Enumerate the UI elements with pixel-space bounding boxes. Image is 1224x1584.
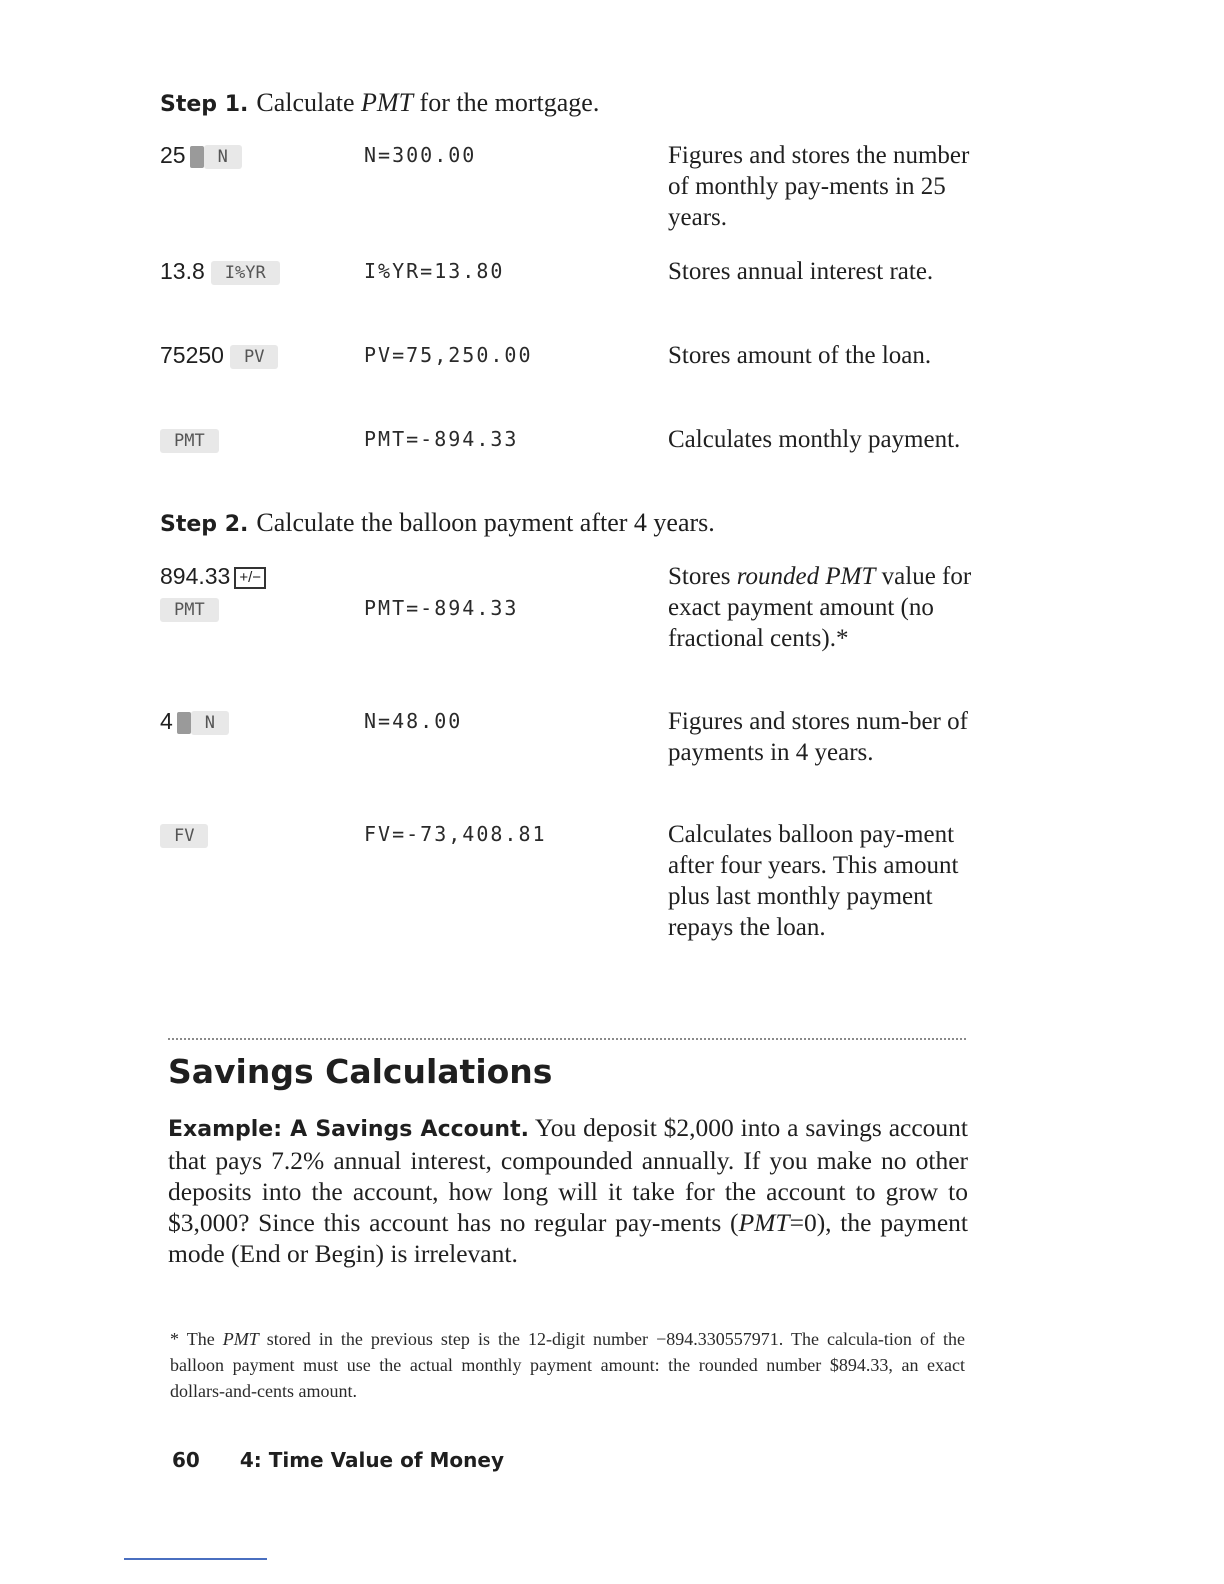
- change-sign-key: +/−: [234, 567, 266, 589]
- page-number: 60: [172, 1448, 200, 1472]
- keystroke-input: 25 N: [160, 140, 242, 170]
- step-1-heading: Step 1. Calculate PMT for the mortgage.: [160, 88, 600, 117]
- step-description: Calculates balloon pay-ment after four years. This amount plus last monthly payment repays the loan.: [668, 821, 959, 941]
- step-description: Stores annual interest rate.: [668, 258, 934, 285]
- section-divider: [168, 1038, 966, 1040]
- bottom-rule: [124, 1558, 267, 1560]
- shift-key-icon: [177, 712, 191, 734]
- step-2-heading: Step 2. Calculate the balloon payment after 4 years.: [160, 508, 715, 537]
- keystroke-input: 13.8 I%YR: [160, 256, 280, 286]
- pmt-key: PMT: [160, 429, 219, 453]
- calculator-display: PMT=-894.33: [364, 427, 519, 451]
- example-paragraph: Example: A Savings Account. You deposit $2,000 into a savings account that pays 7.2% annual interest, compounded annually. If you make no other deposits into the account, how long will it take for the account to grow to $3,000? Since this account has no regular pay-ments (PMT=0), the payment mode (End or Begin) is irrelevant.: [168, 1113, 968, 1268]
- n-key: N: [191, 711, 229, 735]
- pv-key: PV: [230, 345, 278, 369]
- footnote: * The PMT stored in the previous step is the 12-digit number −894.330557971. The calcula-tion of the balloon payment must use the actual monthly payment amount: the rounded number $894.33, an exact dollars-and-cents amount.: [170, 1329, 965, 1401]
- keystroke-input: [160, 819, 208, 849]
- keystroke-input: 894.33 +/− PMT: [160, 561, 266, 625]
- example-lead: Example: A Savings Account.: [168, 1117, 529, 1142]
- section-title: Savings Calculations: [168, 1052, 553, 1091]
- keystroke-input: 4 N: [160, 706, 229, 736]
- calculator-display: PMT=-894.33: [364, 596, 519, 620]
- keystroke-input: [160, 424, 219, 454]
- step-description: Calculates monthly payment.: [668, 426, 961, 453]
- calculator-display: N=48.00: [364, 709, 463, 733]
- calculator-display: FV=-73,408.81: [364, 822, 547, 846]
- shift-key-icon: [190, 146, 204, 168]
- fv-key: FV: [160, 824, 208, 848]
- calculator-display: PV=75,250.00: [364, 343, 533, 367]
- calculator-display: I%YR=13.80: [364, 259, 505, 283]
- pmt-key: PMT: [160, 598, 219, 622]
- page-footer: [172, 1446, 504, 1474]
- n-key: N: [204, 145, 242, 169]
- i-yr-key: I%YR: [211, 261, 280, 285]
- step-description: Figures and stores num-ber of payments in 4 years.: [668, 708, 968, 766]
- step-description: Stores rounded PMT value for exact payment amount (no fractional cents).*: [668, 563, 972, 652]
- step-label: Step 1.: [160, 92, 249, 117]
- step-description: Figures and stores the number of monthly pay-ments in 25 years.: [668, 142, 970, 231]
- step-label: Step 2.: [160, 512, 249, 537]
- calculator-display: N=300.00: [364, 143, 477, 167]
- chapter-title: 4: Time Value of Money: [239, 1448, 504, 1472]
- step-description: Stores amount of the loan.: [668, 342, 932, 369]
- keystroke-input: 75250 PV: [160, 340, 278, 370]
